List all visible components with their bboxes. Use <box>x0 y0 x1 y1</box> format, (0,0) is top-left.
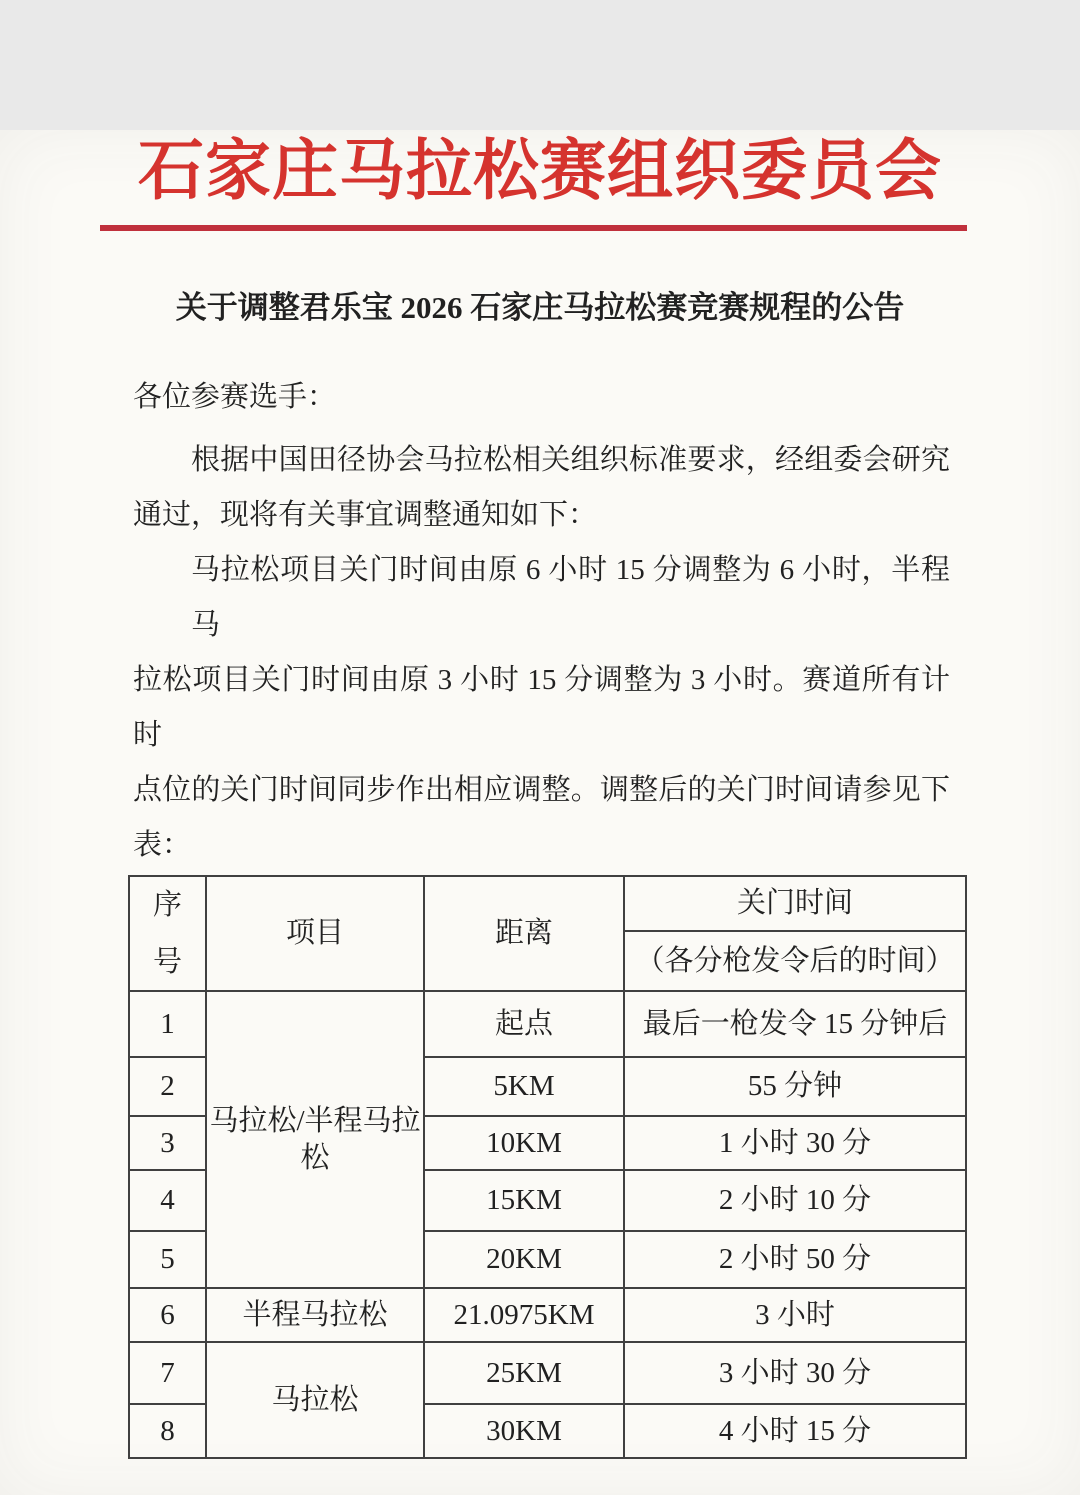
cell-no: 1 <box>129 991 206 1057</box>
cell-distance: 30KM <box>424 1404 624 1458</box>
col-header-cutoff-note: （各分枪发令后的时间） <box>624 931 966 991</box>
col-header-distance: 距离 <box>424 876 624 991</box>
cell-cutoff: 1 小时 30 分 <box>624 1116 966 1170</box>
cell-no: 3 <box>129 1116 206 1170</box>
table-header-row <box>129 876 966 931</box>
cell-no: 2 <box>129 1057 206 1116</box>
cell-event-marathon: 马拉松 <box>206 1342 424 1458</box>
cell-distance: 25KM <box>424 1342 624 1404</box>
body-line: 根据中国田径协会马拉松相关组织标准要求，经组委会研究 <box>191 444 950 476</box>
cell-cutoff: 4 小时 15 分 <box>624 1404 966 1458</box>
body-line: 通过，现将有关事宜调整通知如下： <box>133 499 598 531</box>
cell-distance: 20KM <box>424 1231 624 1288</box>
cell-cutoff: 2 小时 50 分 <box>624 1231 966 1288</box>
cutoff-table <box>128 875 967 1459</box>
cell-event-half-marathon: 半程马拉松 <box>206 1288 424 1342</box>
cell-cutoff: 3 小时 <box>624 1288 966 1342</box>
table-row <box>129 1342 966 1404</box>
col-header-no-label: 序号 <box>152 889 182 978</box>
cell-no: 7 <box>129 1342 206 1404</box>
cell-distance: 21.0975KM <box>424 1288 624 1342</box>
cell-distance: 10KM <box>424 1116 624 1170</box>
col-header-event: 项目 <box>206 876 424 991</box>
col-header-no <box>129 876 206 991</box>
body-line: 点位的关门时间同步作出相应调整。调整后的关门时间请参见下 <box>133 774 950 806</box>
cell-cutoff: 3 小时 30 分 <box>624 1342 966 1404</box>
salutation: 各位参赛选手： <box>133 381 337 413</box>
cell-cutoff: 最后一枪发令 15 分钟后 <box>624 991 966 1057</box>
cell-distance: 起点 <box>424 991 624 1057</box>
document-title: 关于调整君乐宝 2026 石家庄马拉松赛竞赛规程的公告 <box>175 290 905 325</box>
body-line: 拉松项目关门时间由原 3 小时 15 分调整为 3 小时。赛道所有计时 <box>133 664 950 751</box>
body-line: 马拉松项目关门时间由原 6 小时 15 分调整为 6 小时，半程马 <box>191 554 950 641</box>
col-header-cutoff: 关门时间 <box>624 876 966 931</box>
cell-no: 6 <box>129 1288 206 1342</box>
cell-distance: 15KM <box>424 1170 624 1231</box>
body-line: 表： <box>133 829 192 861</box>
table-row <box>129 991 966 1057</box>
cell-distance: 5KM <box>424 1057 624 1116</box>
cell-no: 5 <box>129 1231 206 1288</box>
document-body <box>133 370 950 873</box>
table-row <box>129 1288 966 1342</box>
cell-cutoff: 2 小时 10 分 <box>624 1170 966 1231</box>
document-page <box>0 130 1080 1495</box>
letterhead-title: 石家庄马拉松赛组织委员会 <box>138 135 942 208</box>
cell-event-marathon-half: 马拉松/半程马拉松 <box>206 991 424 1288</box>
cell-no: 4 <box>129 1170 206 1231</box>
cell-no: 8 <box>129 1404 206 1458</box>
letterhead-divider <box>100 225 967 231</box>
cell-cutoff: 55 分钟 <box>624 1057 966 1116</box>
